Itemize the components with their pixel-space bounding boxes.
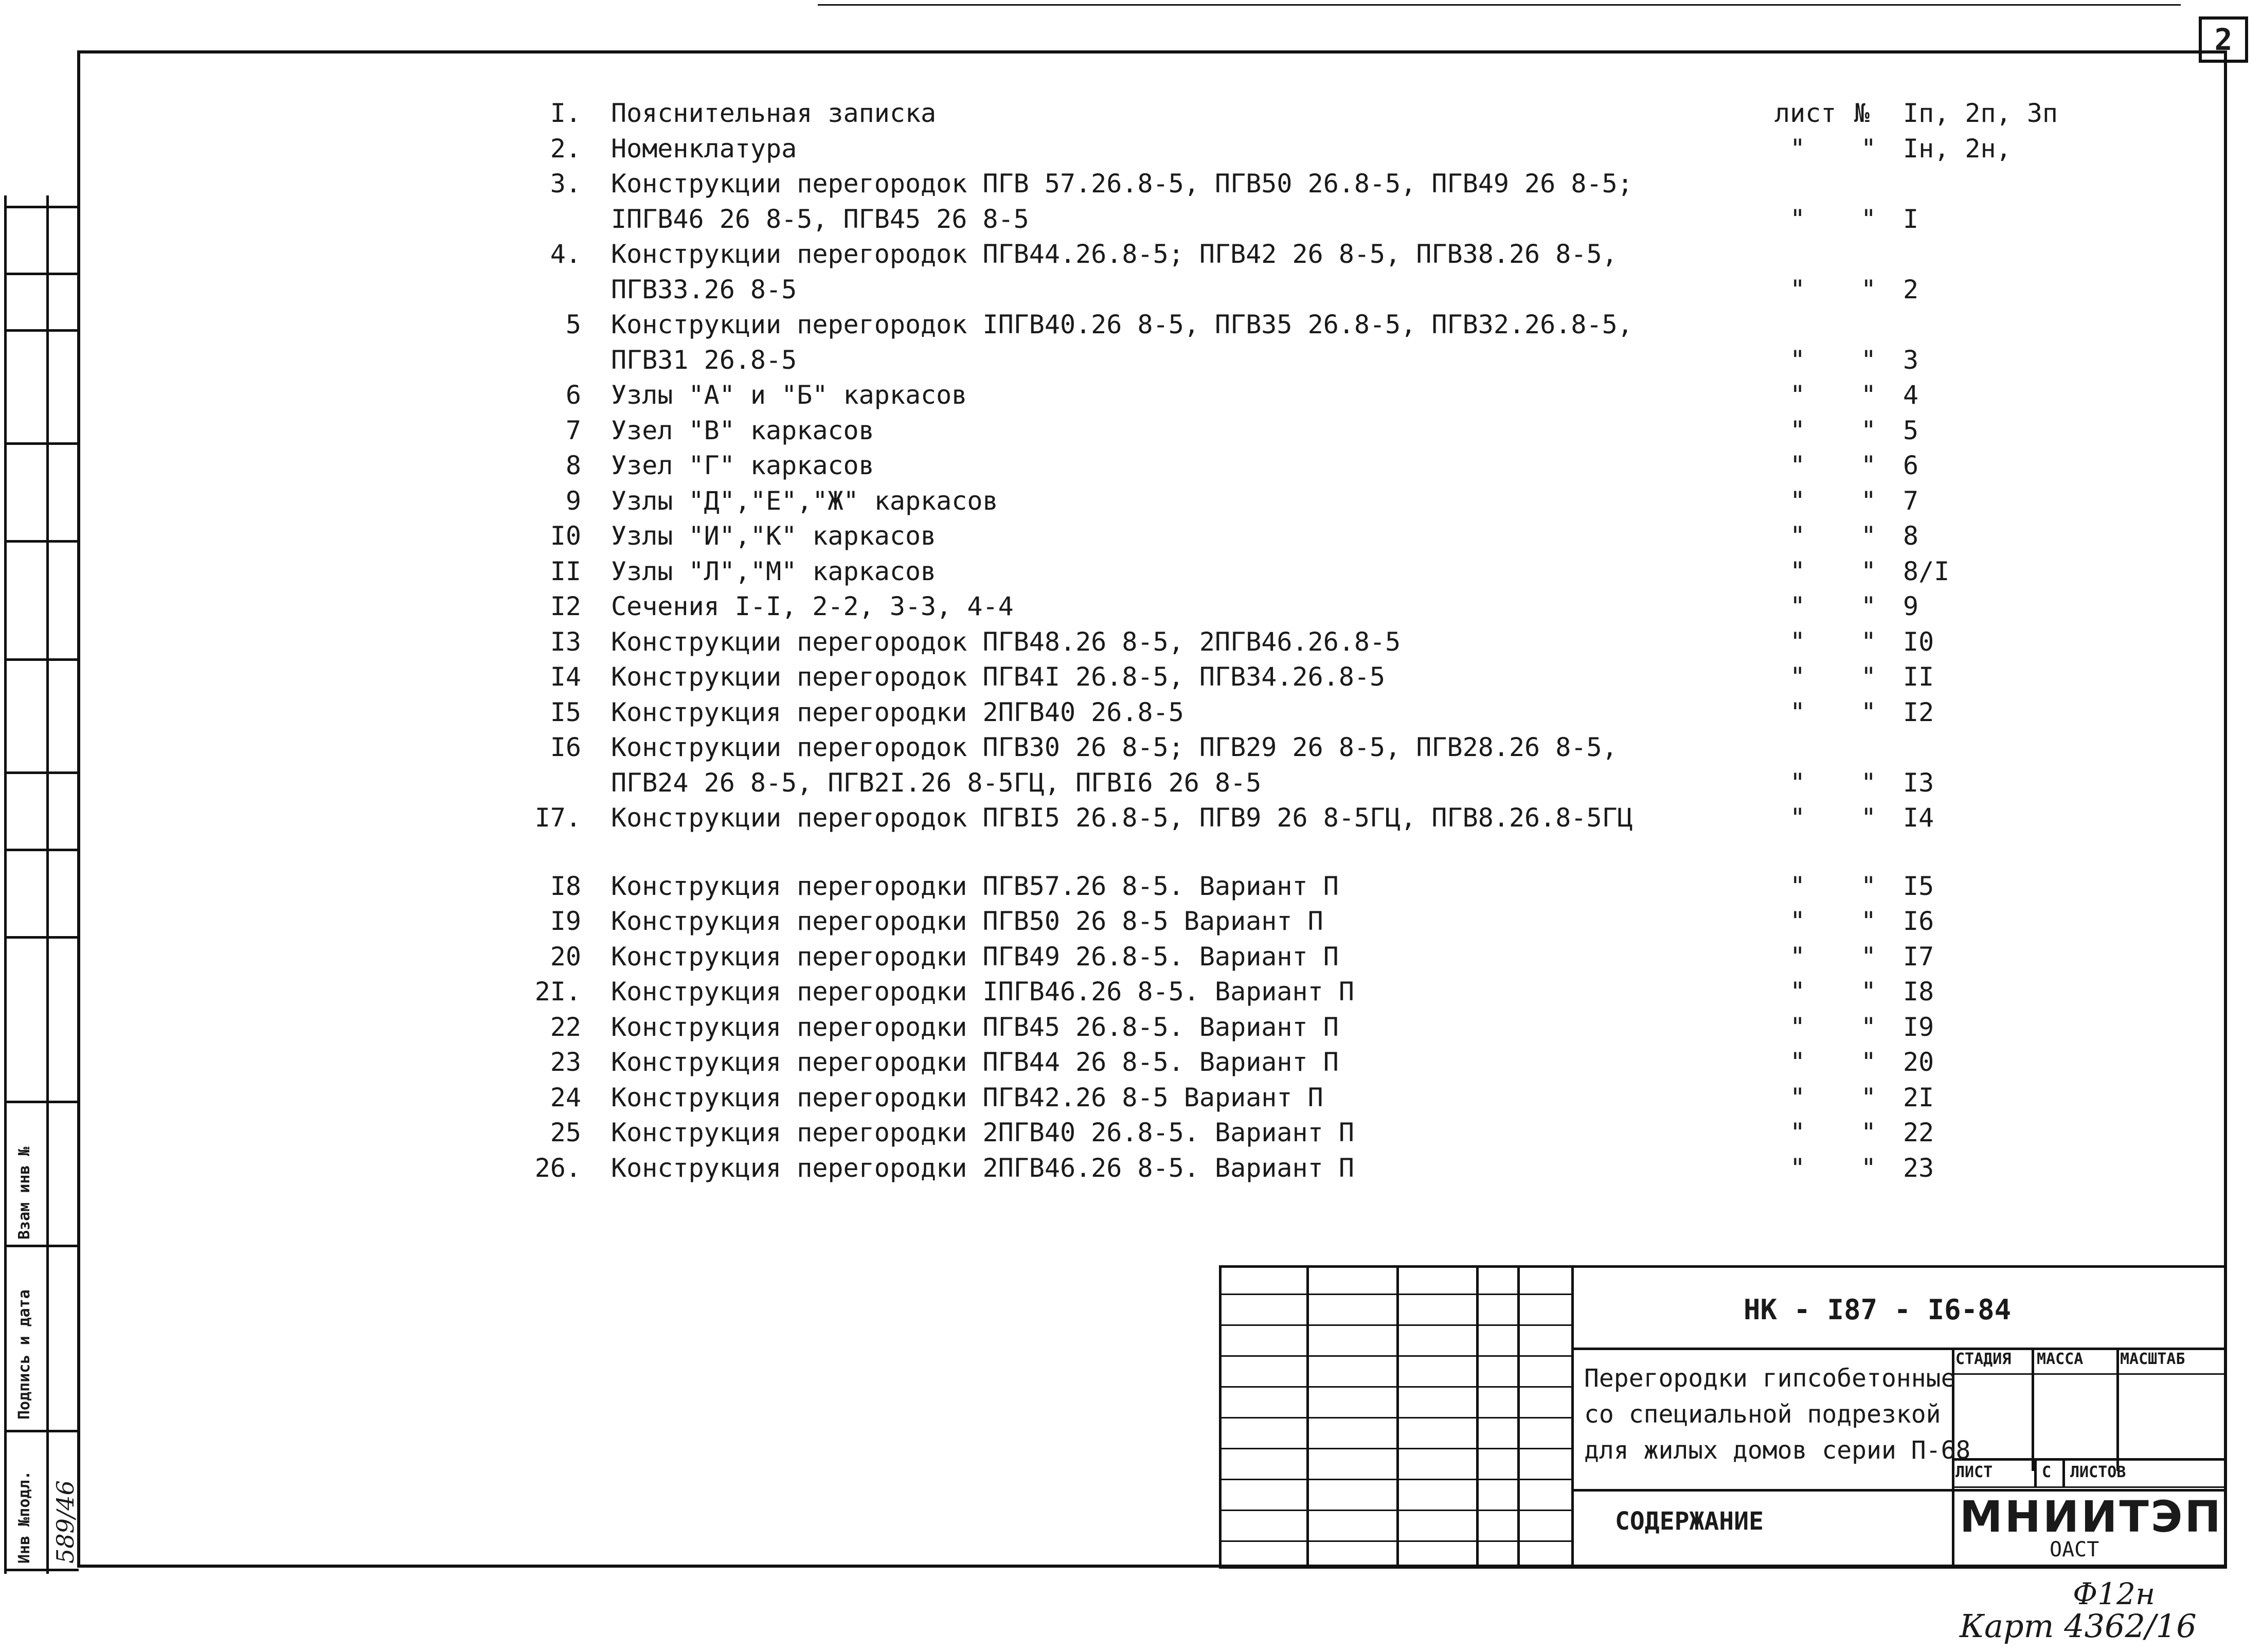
tb-sheets-divider [2062,1458,2065,1488]
toc-item-page: II [1903,662,1934,692]
toc-item-ditto-sheet: " [1790,486,1806,516]
toc-item-title: Узел "Г" каркасов [611,451,874,480]
org-sub: ОАСТ [2050,1538,2099,1561]
toc-item-page: I0 [1903,626,1934,657]
toc-item-number: I8 [550,871,581,901]
toc-item-number: 2I. [534,977,581,1007]
toc-header-no: № [1854,98,1870,128]
toc-item-ditto-sheet: " [1790,1047,1806,1077]
toc-item-number: 9 [565,486,581,516]
sheet-label: ЛИСТ [1955,1463,1993,1481]
inv-label: Инв №подл. [15,1470,33,1564]
toc-item-ditto-sheet: " [1790,591,1806,621]
toc-item-title: Конструкция перегородки 2ПГВ40 26.8-5 [611,697,1184,727]
toc-item-ditto-sheet: " [1790,662,1806,692]
toc-item-ditto-sheet: " [1790,380,1806,410]
toc-item-ditto-sheet: " [1790,133,1806,164]
toc-item-ditto-no: " [1861,345,1877,375]
handwritten-note-1: Ф12н [2073,1576,2156,1611]
toc-item-ditto-sheet: " [1790,803,1806,833]
stage-label: СТАДИЯ [1955,1350,2012,1368]
toc-item-number: 22 [550,1012,581,1042]
toc-item-page: 20 [1903,1047,1934,1077]
toc-item-title: Конструкции перегородок ПГВ30 26 8-5; ПГВ29 26 8-5, ПГВ28.26 8-5, [611,732,1618,762]
toc-item-number: I4 [550,662,581,692]
toc-item-page: I2 [1903,697,1934,727]
toc-item-title: Узлы "Д","Е","Ж" каркасов [611,486,998,516]
toc-item-page: I [1903,204,1919,234]
toc-item-title: Конструкции перегородок ПГВ44.26.8-5; ПГВ42 26 8-5, ПГВ38.26 8-5, [611,239,1618,269]
tb-grid-h1 [1219,1294,1571,1295]
toc-item-page: I4 [1903,803,1934,833]
toc-item-title: Конструкция перегородки ПГВ44 26 8-5. Вариант П [611,1047,1339,1077]
title-block [1219,1265,2227,1569]
toc-header-list: лист [1774,98,1837,128]
toc-item-number: I2 [550,591,581,621]
toc-item-ditto-no: " [1861,556,1877,586]
toc-item-ditto-no: " [1861,906,1877,936]
tb-sheet-line [1952,1458,2227,1461]
toc-item-ditto-sheet: " [1790,977,1806,1007]
toc-item-page: I5 [1903,871,1934,901]
toc-item-title: Конструкция перегородки ПГВ42.26 8-5 Вариант П [611,1082,1323,1112]
toc-item-title: Конструкция перегородки ПГВ49 26.8-5. Вариант П [611,941,1339,972]
toc-item-title: Конструкции перегородок ПГВI5 26.8-5, ПГВ9 26 8-5ГЦ, ПГВ8.26.8-5ГЦ [611,803,1633,833]
toc-item-ditto-no: " [1861,767,1877,798]
strip-tick-11 [4,1245,79,1247]
toc-item-number: 20 [550,941,581,972]
toc-item-number: 5 [565,310,581,339]
toc-item-ditto-sheet: " [1790,1118,1806,1147]
toc-item-ditto-no: " [1861,204,1877,234]
description-line-3: для жилых домов серии П-68 [1584,1436,1971,1465]
toc-item-ditto-no: " [1861,486,1877,516]
handwritten-note-2: Карт 4362/16 [1960,1607,2197,1645]
toc-item-number: 24 [550,1082,581,1112]
toc-item-ditto-sheet: " [1790,1153,1806,1183]
toc-item-ditto-sheet: " [1790,906,1806,936]
toc-item-ditto-no: " [1861,1153,1877,1183]
toc-item-number: I3 [550,626,581,657]
strip-tick-12 [4,1430,79,1432]
toc-item-title: Конструкции перегородок ПГВ4I 26.8-5, ПГВ34.26.8-5 [611,662,1386,692]
toc-item-title: Конструкция перегородки ПГВ45 26.8-5. Вариант П [611,1012,1339,1042]
toc-item-ditto-sheet: " [1790,451,1806,480]
scale-label: МАСШТАБ [2120,1350,2185,1368]
toc-item-ditto-no: " [1861,1082,1877,1112]
toc-header-pages: Iп, 2п, 3п [1903,98,2058,128]
toc-item-page: I3 [1903,767,1934,798]
toc-item-number: I9 [550,906,581,936]
toc-item-number: 26. [534,1153,581,1183]
toc-item-page: I6 [1903,906,1934,936]
toc-item-number: I. [550,98,581,128]
toc-item-ditto-no: " [1861,662,1877,692]
toc-item-page: I7 [1903,941,1934,972]
toc-item-page: I8 [1903,977,1934,1007]
toc-item-number: I7. [534,803,581,833]
toc-item-ditto-sheet: " [1790,204,1806,234]
replace-inv-label: Взам инв № [15,1146,33,1240]
toc-item-number: I5 [550,697,581,727]
toc-item-number: I0 [550,521,581,551]
toc-item-ditto-sheet: " [1790,697,1806,727]
toc-item-page: 9 [1903,591,1919,621]
toc-item-number: 25 [550,1118,581,1147]
toc-item-page: 2 [1903,274,1919,304]
toc-item-ditto-sheet: " [1790,274,1806,304]
tb-grid-h9 [1219,1540,1571,1542]
toc-item-ditto-sheet: " [1790,345,1806,375]
toc-item-title: Узлы "А" и "Б" каркасов [611,380,967,410]
toc-item-page: 22 [1903,1118,1934,1147]
toc-item-title: ПГВ31 26.8-5 [611,345,797,375]
tb-grid-h8 [1219,1510,1571,1511]
toc-item-page: 3 [1903,345,1919,375]
toc-item-ditto-sheet: " [1790,767,1806,798]
toc-item-ditto-no: " [1861,274,1877,304]
toc-item-number: 3. [550,169,581,199]
tb-sheet-bottom-line [1952,1486,2227,1488]
toc-item-ditto-sheet: " [1790,871,1806,901]
tb-stage-divider [2032,1348,2034,1471]
toc-item-ditto-sheet: " [1790,521,1806,551]
toc-item-ditto-no: " [1861,1118,1877,1147]
toc-item-number: 4. [550,239,581,269]
toc-item-page: Iн, 2н, [1903,133,2012,164]
toc-item-ditto-no: " [1861,591,1877,621]
tb-grid-h6 [1219,1448,1571,1449]
toc-item-number: I6 [550,732,581,762]
tb-mass-divider [2116,1348,2119,1471]
toc-item-page: 7 [1903,486,1919,516]
toc-item-page: 8 [1903,521,1919,551]
toc-item-ditto-no: " [1861,133,1877,164]
toc-item-ditto-sheet: " [1790,556,1806,586]
toc-item-ditto-no: " [1861,626,1877,657]
toc-item-title: Конструкция перегородки 2ПГВ46.26 8-5. Вариант П [611,1153,1354,1183]
toc-item-ditto-no: " [1861,415,1877,445]
drawing-code: НК - I87 - I6-84 [1744,1294,2012,1326]
toc-item-title: Номенклатура [611,133,797,164]
sheet-value: С [2042,1463,2052,1481]
tb-sheet-divider [2034,1458,2037,1488]
sheets-label: ЛИСТОВ [2070,1463,2126,1481]
sign-date-label: Подпись и дата [15,1289,33,1420]
org-name: МНИИТЭП [1960,1492,2223,1542]
toc-item-ditto-no: " [1861,941,1877,972]
toc-item-ditto-no: " [1861,803,1877,833]
toc-item-title: Конструкции перегородок ПГВ48.26 8-5, 2ПГВ46.26.8-5 [611,626,1401,657]
toc-item-title: Конструкция перегородки ПГВ50 26 8-5 Вариант П [611,906,1323,936]
toc-item-title: Конструкции перегородок IПГВ40.26 8-5, ПГВ35 26.8-5, ПГВ32.26.8-5, [611,310,1633,339]
toc-item-ditto-no: " [1861,1047,1877,1077]
toc-item-number: 7 [565,415,581,445]
toc-item-ditto-sheet: " [1790,415,1806,445]
tb-grid-h5 [1219,1417,1571,1418]
section-title: СОДЕРЖАНИЕ [1615,1507,1764,1536]
tb-bottom-border [1219,1566,2227,1569]
inv-value: 589/46 [51,1480,79,1564]
toc-item-ditto-no: " [1861,451,1877,480]
tb-grid-v5 [1571,1265,1574,1569]
tb-grid-h2 [1219,1324,1571,1326]
toc-item-ditto-no: " [1861,1012,1877,1042]
description-line-1: Перегородки гипсобетонные [1584,1364,1956,1393]
toc-item-page: 2I [1903,1082,1934,1112]
toc-item-ditto-sheet: " [1790,941,1806,972]
toc-item-ditto-sheet: " [1790,626,1806,657]
toc-item-page: 8/I [1903,556,1950,586]
toc-item-title: ПГВ24 26 8-5, ПГВ2I.26 8-5ГЦ, ПГВI6 26 8-5 [611,767,1262,798]
toc-item-title: Конструкции перегородок ПГВ 57.26.8-5, ПГВ50 26.8-5, ПГВ49 26 8-5; [611,169,1633,199]
toc-item-page: 4 [1903,380,1919,410]
tb-grid-h4 [1219,1386,1571,1388]
toc-item-title: Сечения I-I, 2-2, 3-3, 4-4 [611,591,1014,621]
toc-item-number: II [550,556,581,586]
toc-item-title: Пояснительная записка [611,98,937,128]
strip-tick-13 [4,1569,79,1571]
toc-item-number: 8 [565,451,581,480]
toc-item-ditto-no: " [1861,521,1877,551]
toc-item-page: 5 [1903,415,1919,445]
toc-item-number: 2. [550,133,581,164]
toc-item-title: IПГВ46 26 8-5, ПГВ45 26 8-5 [611,204,1029,234]
toc-item-title: Конструкция перегородки IПГВ46.26 8-5. Вариант П [611,977,1354,1007]
toc-item-page: 23 [1903,1153,1934,1183]
toc-item-title: ПГВ33.26 8-5 [611,274,797,304]
toc-item-number: 23 [550,1047,581,1077]
page-number: 2 [2199,16,2248,63]
tb-stage-header-line [1952,1373,2227,1375]
toc-item-number: 6 [565,380,581,410]
toc-item-title: Узел "В" каркасов [611,415,874,445]
toc-item-title: Узлы "И","К" каркасов [611,521,937,551]
description-line-2: со специальной подрезкой [1584,1400,1941,1429]
toc-item-page: I9 [1903,1012,1934,1042]
toc-item-title: Конструкция перегородки 2ПГВ40 26.8-5. Вариант П [611,1118,1354,1147]
toc-item-title: Узлы "Л","М" каркасов [611,556,937,586]
tb-grid-h3 [1219,1355,1571,1357]
tb-top-border [1219,1265,2227,1268]
tb-grid-h7 [1219,1479,1571,1480]
toc-item-ditto-sheet: " [1790,1082,1806,1112]
toc-item-ditto-no: " [1861,977,1877,1007]
mass-label: МАССА [2037,1350,2084,1368]
toc-item-ditto-no: " [1861,380,1877,410]
toc-item-ditto-sheet: " [1790,1012,1806,1042]
toc-item-ditto-no: " [1861,697,1877,727]
toc-item-page: 6 [1903,451,1919,480]
toc-item-ditto-no: " [1861,871,1877,901]
toc-item-title: Конструкция перегородки ПГВ57.26 8-5. Вариант П [611,871,1339,901]
